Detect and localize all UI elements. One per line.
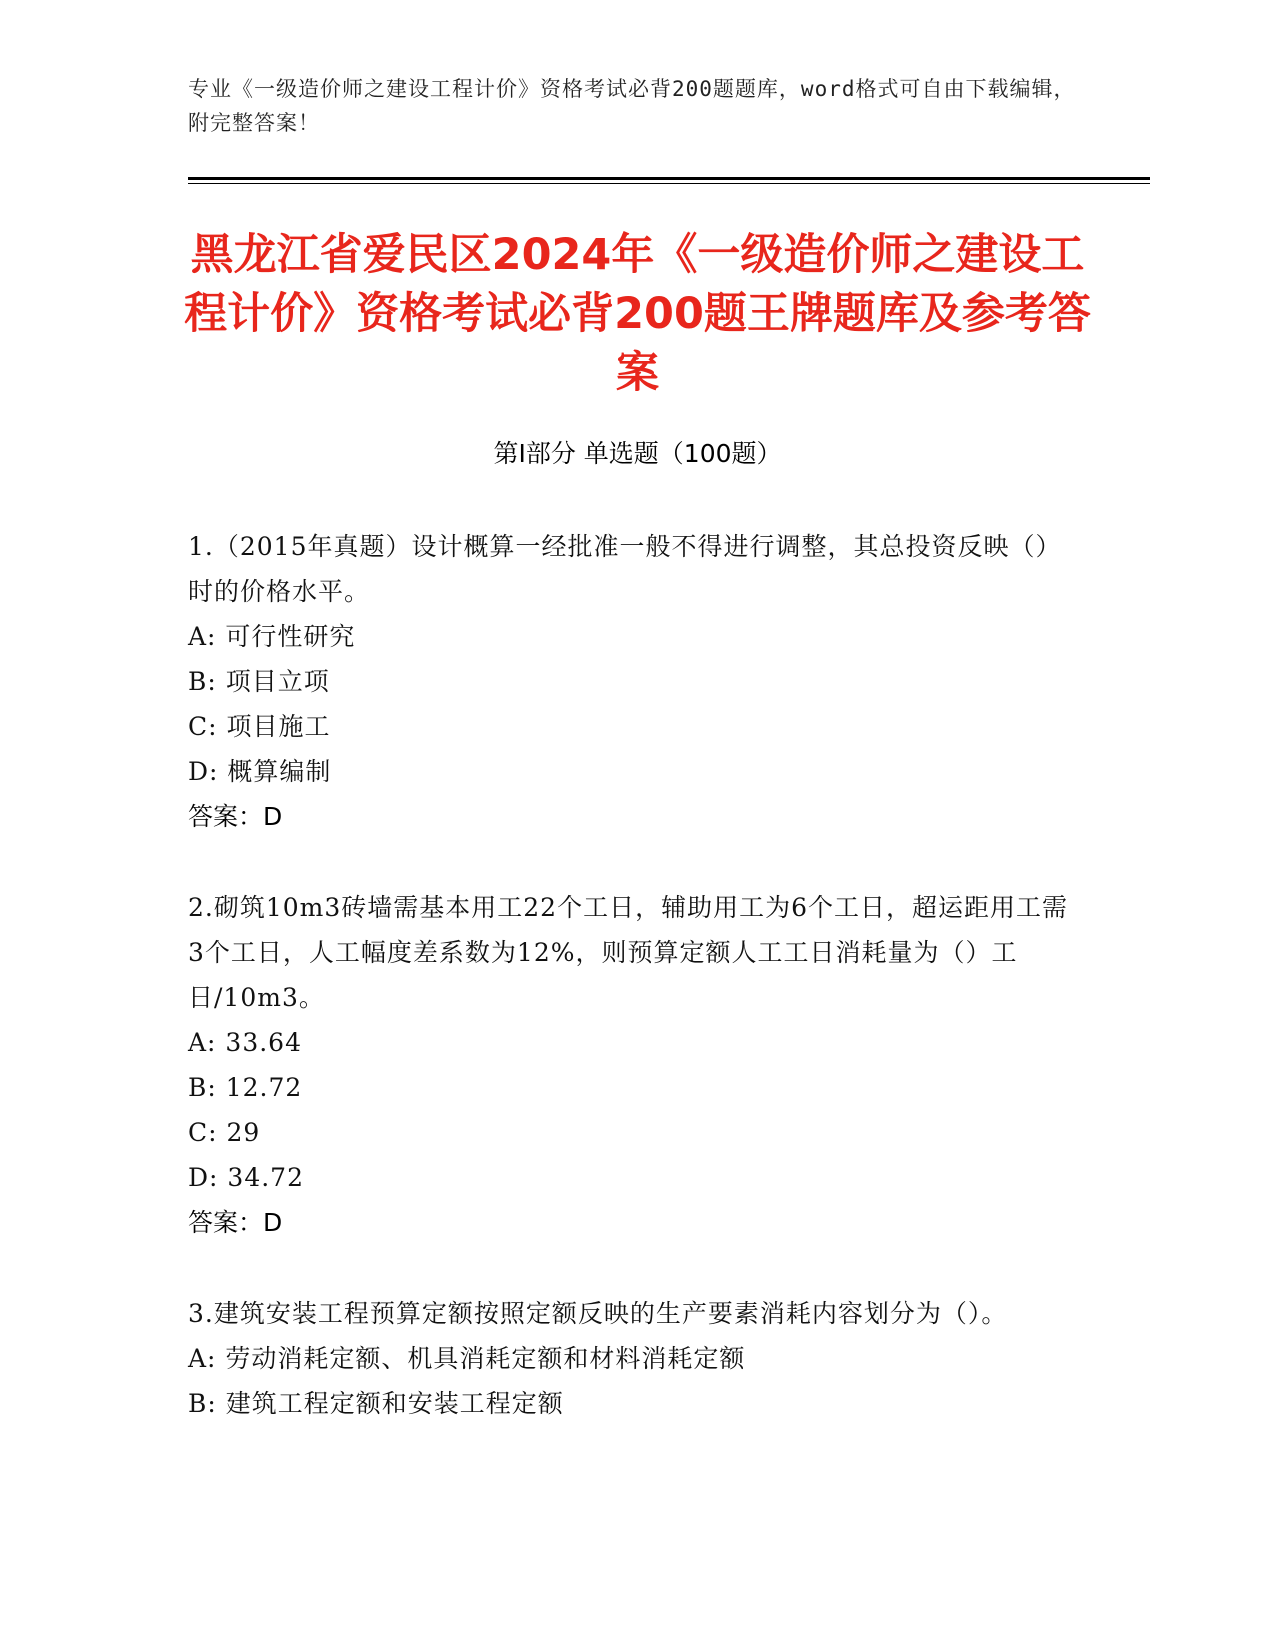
option-b: B: 项目立项 (188, 667, 330, 696)
option-d: D: 概算编制 (188, 757, 332, 786)
header-divider-thin (188, 183, 1150, 184)
question-2 (188, 885, 1078, 1245)
option-b: B: 建筑工程定额和安装工程定额 (188, 1389, 564, 1418)
header-note: 专业《一级造价师之建设工程计价》资格考试必背200题题库，word格式可自由下载编辑，附完整答案！ (188, 77, 1076, 135)
answer-label: 答案：D (188, 802, 283, 831)
option-d: D: 34.72 (188, 1163, 304, 1192)
question-3 (188, 1291, 1078, 1426)
question-stem: 1.（2015年真题）设计概算一经批准一般不得进行调整，其总投资反映（）时的价格水平。 (188, 532, 1062, 606)
header-divider-thick (188, 177, 1150, 180)
question-1 (188, 524, 1078, 839)
option-a: A: 33.64 (188, 1028, 302, 1057)
option-c: C: 项目施工 (188, 712, 331, 741)
option-a: A: 劳动消耗定额、机具消耗定额和材料消耗定额 (188, 1344, 746, 1373)
document-title: 黑龙江省爱民区2024年《一级造价师之建设工程计价》资格考试必背200题王牌题库及参考答案 (184, 230, 1091, 398)
option-c: C: 29 (188, 1118, 261, 1147)
question-stem: 2.砌筑10m3砖墙需基本用工22个工日，辅助用工为6个工日，超运距用工需3个工日，人工幅度差系数为12%，则预算定额人工工日消耗量为（）工日/10m3。 (188, 893, 1068, 1012)
option-b: B: 12.72 (188, 1073, 303, 1102)
answer-label: 答案：D (188, 1208, 283, 1237)
question-stem: 3.建筑安装工程预算定额按照定额反映的生产要素消耗内容划分为（）。 (188, 1299, 1008, 1328)
question-list (188, 524, 1078, 1472)
section-title: 第Ⅰ部分 单选题（100题） (493, 439, 782, 468)
option-a: A: 可行性研究 (188, 622, 356, 651)
